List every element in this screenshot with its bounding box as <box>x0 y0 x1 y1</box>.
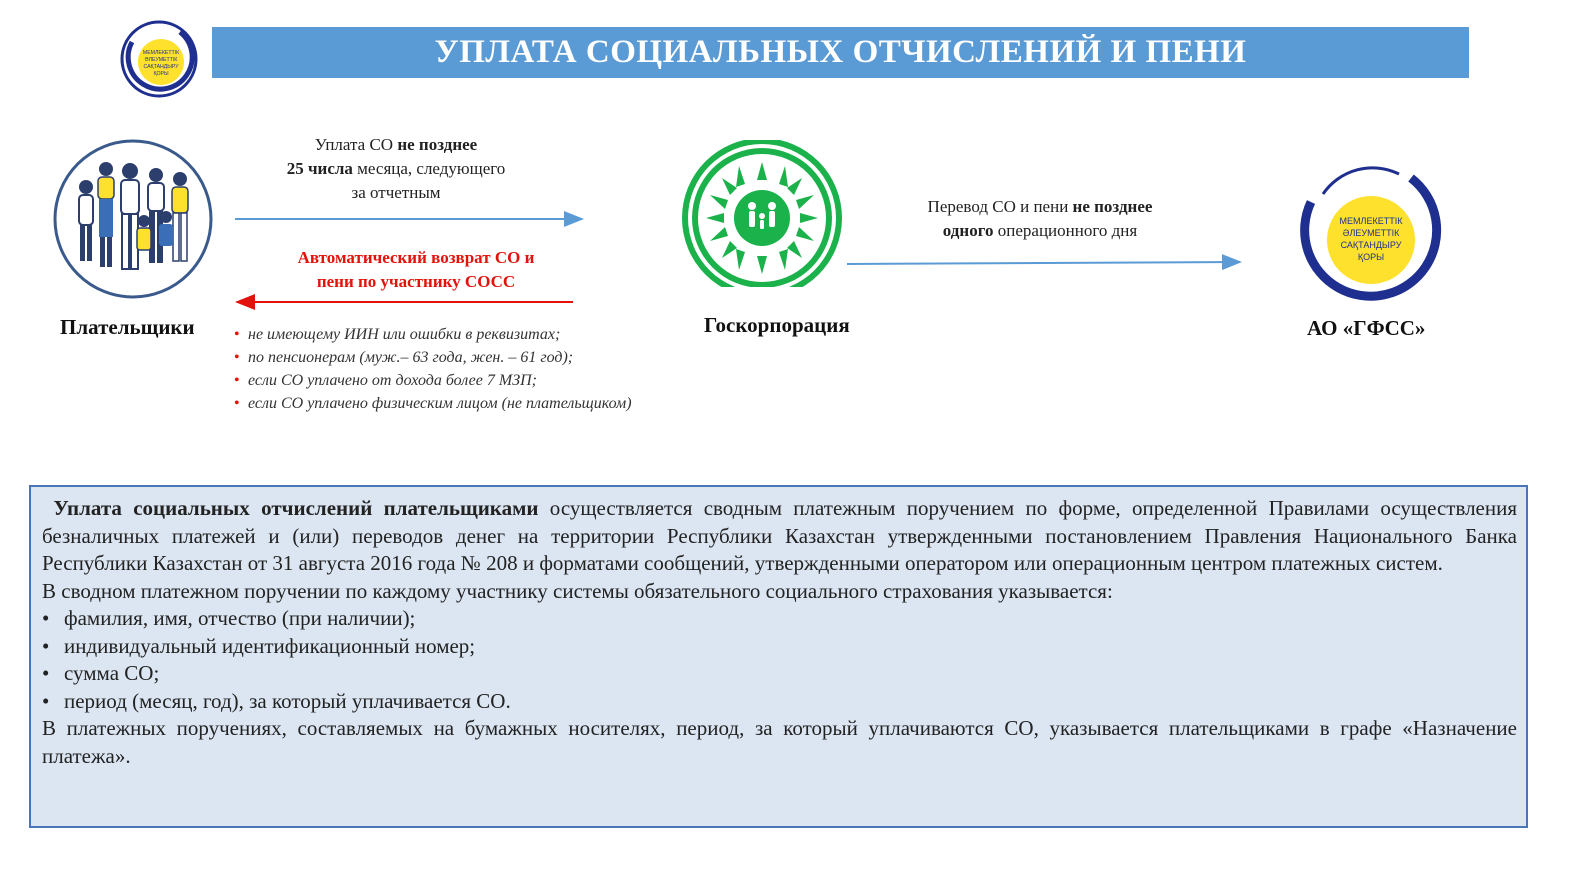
bullet-icon: • <box>234 326 240 343</box>
transfer-deadline-text <box>900 195 1180 243</box>
payment-deadline-text <box>236 133 556 205</box>
payers-illustration <box>50 139 216 299</box>
info-paragraph: В сводном платежном поручении по каждому участнику системы обязательного социального страхования указывается: <box>42 578 1113 603</box>
transfer-text-bold: одного <box>942 221 994 240</box>
bullet-icon: • <box>42 633 50 658</box>
bullet-icon: • <box>42 606 50 630</box>
return-conditions-list <box>234 323 644 415</box>
info-box <box>29 485 1528 828</box>
condition-text: не имеющему ИИН или ошибки в реквизитах; <box>248 326 561 343</box>
payment-text-part: Уплата СО <box>314 135 398 154</box>
list-item <box>42 660 1517 688</box>
goskorporatsiya-logo <box>679 140 845 287</box>
list-item-text: сумма СО; <box>64 661 160 685</box>
list-item <box>42 605 1517 633</box>
bullet-icon: • <box>234 395 240 412</box>
page-title: УПЛАТА СОЦИАЛЬНЫХ ОТЧИСЛЕНИЙ И ПЕНИ <box>434 34 1247 70</box>
info-text: осуществляется сводным платежным поручением по форме, определенной Правилами осуществления безналичных платежей и (или) переводов денег на территории Республики Казахстан утвержденными постановлением Правления Национального Банка Республики Казахстан от 31 августа 2016 года № 208 и форматами сообщений, утвержденными оператором или операционным центром платежных систем. <box>42 496 1518 575</box>
condition-text: если СО уплачено физическим лицом (не плательщиком) <box>248 395 632 412</box>
condition-text: если СО уплачено от дохода более 7 МЗП; <box>248 372 537 389</box>
logo-line: ӘЛЕУМЕТТІК <box>144 57 178 63</box>
logo-line: ӘЛЕУМЕТТІК <box>1342 228 1400 238</box>
info-paragraph <box>42 495 1517 578</box>
payment-text-part: месяца, следующего <box>352 159 506 178</box>
list-item <box>234 346 644 369</box>
bullet-icon: • <box>234 372 240 389</box>
logo-line: МЕМЛЕКЕТТІК <box>1339 216 1403 226</box>
transfer-text-part: Перевод СО и пени <box>927 197 1073 216</box>
arrow-gosk-to-gfss <box>847 262 1240 264</box>
payment-text-bold: 25 числа <box>286 159 353 178</box>
list-item-text: фамилия, имя, отчество (при наличии); <box>64 606 416 630</box>
list-item-text: индивидуальный идентификационный номер; <box>64 633 476 658</box>
title-bar <box>212 27 1469 78</box>
logo-line: ҚОРЫ <box>1357 252 1385 262</box>
goskorporatsiya-label: Госкорпорация <box>704 313 850 337</box>
gfss-logo <box>1293 164 1445 304</box>
info-list <box>42 605 1517 715</box>
transfer-text-bold: не позднее <box>1072 197 1153 216</box>
auto-return-line: Автоматический возврат СО и <box>297 248 535 267</box>
list-item-text: период (месяц, год), за который уплачивается СО. <box>64 688 511 713</box>
bullet-icon: • <box>234 349 240 366</box>
auto-return-line: пени по участнику СОСС <box>316 272 516 291</box>
list-item <box>234 323 644 346</box>
list-item <box>234 369 644 392</box>
bullet-icon: • <box>42 688 50 713</box>
logo-line: САҚТАНДЫРУ <box>143 64 179 70</box>
gfss-logo-small <box>120 20 198 98</box>
logo-line: МЕМЛЕКЕТТІК <box>142 50 180 56</box>
auto-return-text <box>236 246 596 294</box>
logo-line: САҚТАНДЫРУ <box>1340 240 1402 250</box>
gfss-label: АО «ГФСС» <box>1307 316 1426 340</box>
transfer-text-part: операционного дня <box>993 221 1138 240</box>
payment-text-part: за отчетным <box>351 183 441 202</box>
info-paragraph: В платежных поручениях, составляемых на бумажных носителях, период, за который уплачиваются СО, указывается плательщиками в графе «Назначение платежа». <box>42 716 1517 768</box>
bullet-icon: • <box>42 661 50 685</box>
payers-label: Плательщики <box>60 315 195 339</box>
list-item <box>234 392 644 415</box>
list-item <box>42 688 1517 716</box>
payment-text-bold: не позднее <box>397 135 478 154</box>
info-bold-lead: Уплата социальных отчислений плательщиками <box>53 496 539 520</box>
logo-line: ҚОРЫ <box>153 71 169 77</box>
condition-text: по пенсионерам (муж.– 63 года, жен. – 61 год); <box>248 349 574 366</box>
list-item <box>42 633 1517 661</box>
